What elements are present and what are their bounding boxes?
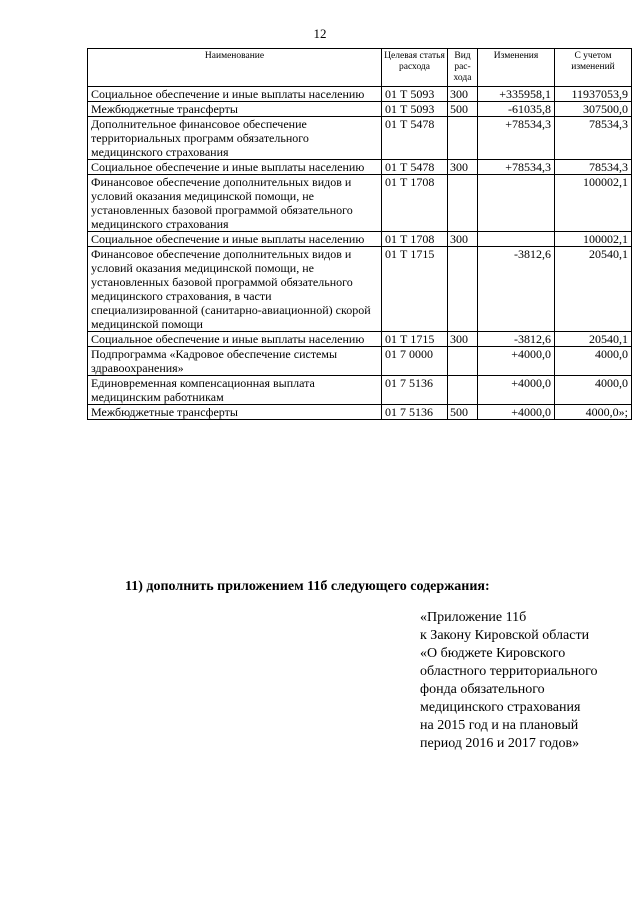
cell-total: 20540,1 — [555, 247, 632, 332]
appendix-line: «О бюджете Кировского — [420, 646, 566, 661]
table-header-row — [88, 49, 632, 87]
table-row — [88, 87, 632, 102]
table-row — [88, 332, 632, 347]
cell-total: 100002,1 — [555, 232, 632, 247]
table-body — [88, 87, 632, 420]
cell-total: 307500,0 — [555, 102, 632, 117]
cell-change: -3812,6 — [478, 332, 555, 347]
header-name: Наименование — [88, 49, 382, 87]
appendix-line: фонда обязательного — [420, 682, 545, 697]
cell-name: Финансовое обеспечение дополнительных видов и условий оказания медицинской помощи, не установленных базовой программой обязательного медицинского страхования — [88, 175, 382, 232]
table-row — [88, 247, 632, 332]
cell-kind — [448, 376, 478, 405]
cell-name: Подпрограмма «Кадровое обеспечение системы здравоохранения» — [88, 347, 382, 376]
header-kind: Вид рас-хода — [448, 49, 478, 87]
cell-code: 01 7 5136 — [382, 376, 448, 405]
cell-name: Дополнительное финансовое обеспечение территориальных программ обязательного медицинского страхования — [88, 117, 382, 160]
cell-change: -3812,6 — [478, 247, 555, 332]
cell-change: +4000,0 — [478, 405, 555, 420]
cell-total: 100002,1 — [555, 175, 632, 232]
appendix-title-block — [420, 609, 598, 753]
cell-change: +4000,0 — [478, 376, 555, 405]
table-row — [88, 376, 632, 405]
cell-change: -61035,8 — [478, 102, 555, 117]
cell-name: Социальное обеспечение и иные выплаты населению — [88, 87, 382, 102]
cell-change: +78534,3 — [478, 160, 555, 175]
cell-name: Единовременная компенсационная выплата медицинским работникам — [88, 376, 382, 405]
cell-change: +78534,3 — [478, 117, 555, 160]
cell-kind — [448, 247, 478, 332]
cell-kind — [448, 117, 478, 160]
cell-code: 01 7 5136 — [382, 405, 448, 420]
table-row — [88, 160, 632, 175]
cell-change — [478, 175, 555, 232]
cell-kind: 300 — [448, 332, 478, 347]
cell-change: +335958,1 — [478, 87, 555, 102]
table-row — [88, 117, 632, 160]
header-code: Целевая статья расхода — [382, 49, 448, 87]
table-row — [88, 232, 632, 247]
cell-name: Социальное обеспечение и иные выплаты населению — [88, 332, 382, 347]
cell-code: 01 Т 1715 — [382, 332, 448, 347]
header-total: С учетом изменений — [555, 49, 632, 87]
cell-code: 01 Т 5093 — [382, 102, 448, 117]
appendix-line: «Приложение 11б — [420, 610, 527, 625]
cell-code: 01 7 0000 — [382, 347, 448, 376]
appendix-line: областного территориального — [420, 664, 598, 679]
page-number: 12 — [313, 26, 327, 41]
cell-total: 78534,3 — [555, 117, 632, 160]
cell-total: 4000,0 — [555, 347, 632, 376]
appendix-line: период 2016 и 2017 годов» — [420, 736, 580, 751]
cell-name: Социальное обеспечение и иные выплаты населению — [88, 232, 382, 247]
cell-code: 01 Т 1708 — [382, 232, 448, 247]
table-row — [88, 102, 632, 117]
appendix-line: на 2015 год и на плановый — [420, 718, 579, 733]
appendix-line: медицинского страхования — [420, 700, 581, 715]
cell-code: 01 Т 1708 — [382, 175, 448, 232]
table-row — [88, 347, 632, 376]
cell-total: 78534,3 — [555, 160, 632, 175]
cell-kind: 300 — [448, 232, 478, 247]
cell-change — [478, 232, 555, 247]
cell-kind: 300 — [448, 160, 478, 175]
cell-total: 20540,1 — [555, 332, 632, 347]
cell-kind — [448, 175, 478, 232]
cell-total: 4000,0»; — [555, 405, 632, 420]
cell-kind: 500 — [448, 405, 478, 420]
list-item-11: 11) дополнить приложением 11б следующего содержания: — [125, 579, 490, 594]
cell-kind: 500 — [448, 102, 478, 117]
cell-code: 01 Т 1715 — [382, 247, 448, 332]
cell-code: 01 Т 5478 — [382, 160, 448, 175]
budget-changes-table — [87, 48, 632, 420]
cell-total: 11937053,9 — [555, 87, 632, 102]
table-row — [88, 405, 632, 420]
cell-name: Финансовое обеспечение дополнительных видов и условий оказания медицинской помощи, не установленных базовой программой обязательного медицинского страхования, в части специализированной (санитарно-авиационной) скорой медицинской помощи — [88, 247, 382, 332]
cell-name: Межбюджетные трансферты — [88, 102, 382, 117]
cell-kind — [448, 347, 478, 376]
header-change: Изменения — [478, 49, 555, 87]
cell-change: +4000,0 — [478, 347, 555, 376]
table-row — [88, 175, 632, 232]
cell-code: 01 Т 5093 — [382, 87, 448, 102]
cell-kind: 300 — [448, 87, 478, 102]
appendix-line: к Закону Кировской области — [420, 628, 590, 643]
cell-name: Межбюджетные трансферты — [88, 405, 382, 420]
cell-total: 4000,0 — [555, 376, 632, 405]
cell-code: 01 Т 5478 — [382, 117, 448, 160]
cell-name: Социальное обеспечение и иные выплаты населению — [88, 160, 382, 175]
